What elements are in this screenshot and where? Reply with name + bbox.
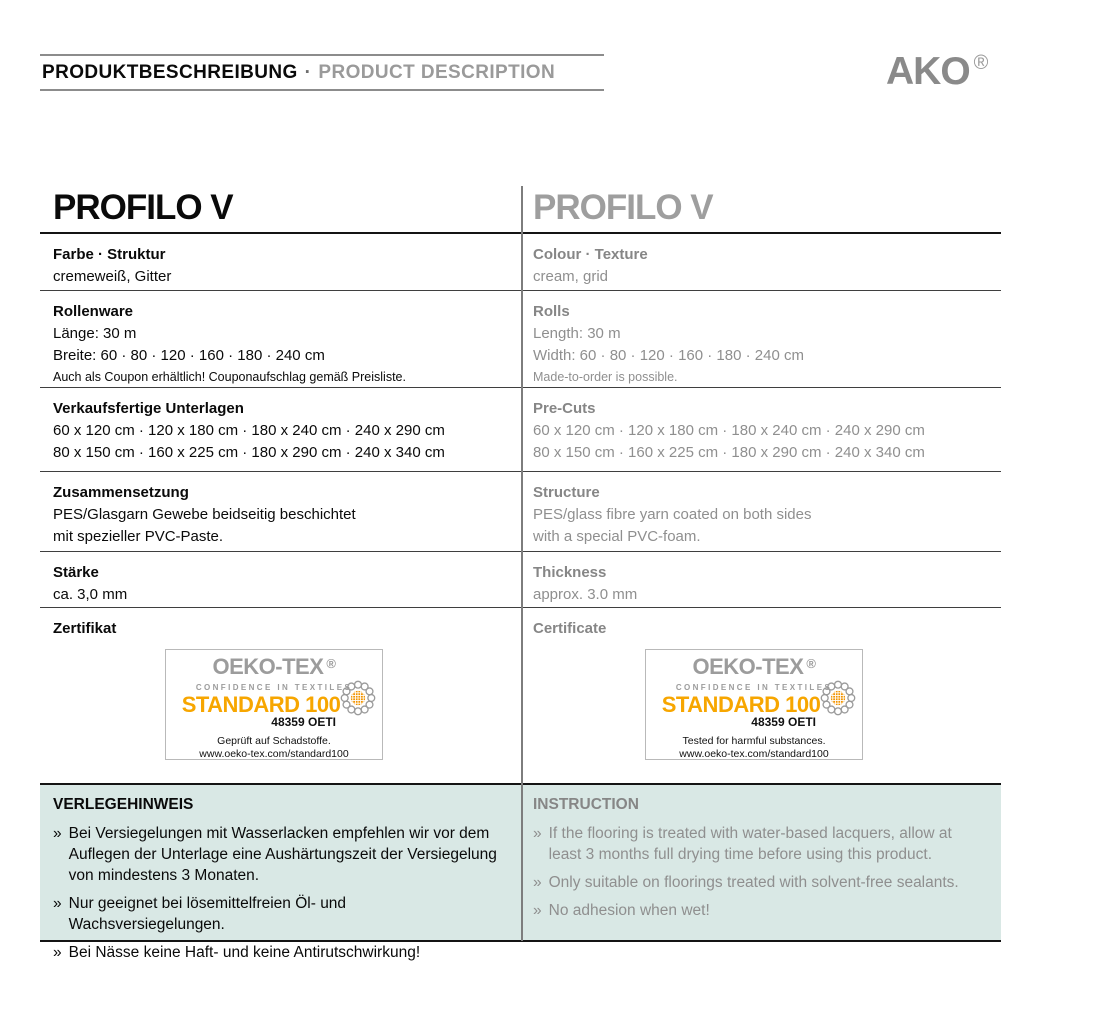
ako-logo	[886, 50, 988, 94]
row-heading-en: Pre-Cuts	[533, 400, 596, 417]
instruction-bullet: » No adhesion when wet!	[533, 902, 710, 919]
row-heading-en: Certificate	[533, 620, 607, 637]
oeko-tex-standard: STANDARD 100	[661, 692, 821, 717]
oeko-tex-confidence: CONFIDENCE IN TEXTILES	[195, 683, 353, 692]
instruction-heading-de: VERLEGEHINWEIS	[53, 796, 194, 813]
row-value-en: Length: 30 m	[533, 325, 621, 342]
bullet-glyph: »	[53, 895, 62, 912]
oeko-tex-label-en	[645, 649, 863, 760]
oeko-tex-brand: OEKO-TEX ®	[212, 654, 336, 679]
row-heading-de: Rollenware	[53, 303, 134, 320]
row-heading-de: Verkaufsfertige Unterlagen	[53, 400, 244, 417]
registered-trademark-icon: ®	[973, 52, 989, 74]
row-value-de: cremeweiß, Gitter	[53, 268, 172, 285]
page-title-de: PRODUKTBESCHREIBUNG	[42, 62, 298, 83]
title-separator-dot: ·	[304, 62, 312, 83]
instruction-bullet: » Bei Nässe keine Haft- und keine Antirutschwirkung!	[53, 944, 421, 961]
bullet-glyph: »	[53, 825, 62, 842]
row-value-en: cream, grid	[533, 268, 609, 285]
product-title-en: PROFILO V	[533, 188, 713, 227]
row-value-en: PES/glass fibre yarn coated on both sides	[533, 506, 812, 523]
instruction-bullet: » Bei Versiegelungen mit Wasserlacken empfehlen wir vor dem Auflegen der Unterlage eine Aushärtungszeit der Versiegelung von mindestens 3 Monaten.	[53, 825, 497, 884]
bullet-glyph: »	[53, 944, 62, 961]
row-heading-en: Rolls	[533, 303, 570, 320]
instruction-bullet: » If the flooring is treated with water-based lacquers, allow at least 3 months full drying time before using this product.	[533, 825, 952, 863]
registered-trademark-icon: ®	[806, 656, 816, 671]
row-value-de: 80 x 150 cm · 160 x 225 cm · 180 x 290 cm · 240 x 340 cm	[53, 444, 445, 461]
page-title-en: PRODUCT DESCRIPTION	[318, 62, 556, 83]
row-value-de: Länge: 30 m	[53, 325, 137, 342]
oeko-tex-confidence: CONFIDENCE IN TEXTILES	[675, 683, 833, 692]
row-value-de: 60 x 120 cm · 120 x 180 cm · 180 x 240 cm · 240 x 290 cm	[53, 422, 445, 439]
row-heading-de: Farbe · Struktur	[53, 246, 166, 263]
instruction-heading-en: INSTRUCTION	[533, 796, 639, 813]
oeko-tex-brand: OEKO-TEX ®	[692, 654, 816, 679]
row-heading-en: Structure	[533, 484, 600, 501]
instruction-bullet: » Only suitable on floorings treated with solvent-free sealants.	[533, 874, 959, 891]
oeko-tex-url: www.oeko-tex.com/standard100	[679, 748, 829, 760]
column-divider	[521, 186, 523, 941]
row-value-de: PES/Glasgarn Gewebe beidseitig beschichtet	[53, 506, 356, 523]
oeko-tex-standard: STANDARD 100	[181, 692, 341, 717]
page-header	[40, 54, 604, 91]
row-value-en: with a special PVC-foam.	[533, 528, 701, 545]
tested-statement: Geprüft auf Schadstoffe.	[217, 735, 331, 747]
instruction-en	[521, 785, 1001, 963]
row-value-de: mit spezieller PVC-Paste.	[53, 528, 224, 545]
row-heading-en: Colour · Texture	[533, 246, 648, 263]
row-note-en: Made-to-order is possible.	[533, 370, 678, 384]
tested-statement: Tested for harmful substances.	[682, 735, 826, 747]
oeko-tex-flower-icon	[339, 679, 377, 717]
row-value-en: 60 x 120 cm · 120 x 180 cm · 180 x 240 cm · 240 x 290 cm	[533, 422, 925, 439]
instruction-de	[40, 785, 521, 963]
row-heading-de: Zusammensetzung	[53, 484, 189, 501]
bullet-glyph: »	[533, 874, 542, 891]
bullet-glyph: »	[533, 902, 542, 919]
registered-trademark-icon: ®	[326, 656, 336, 671]
row-value-de: ca. 3,0 mm	[53, 586, 128, 603]
row-note-de: Auch als Coupon erhältlich! Couponaufschlag gemäß Preisliste.	[53, 370, 406, 384]
instruction-bullet: » Nur geeignet bei lösemittelfreien Öl- und Wachsversiegelungen.	[53, 895, 347, 933]
oeko-tex-url: www.oeko-tex.com/standard100	[199, 748, 349, 760]
row-value-de: Breite: 60 · 80 · 120 · 160 · 180 · 240 cm	[53, 347, 325, 364]
certificate-number: 48359 OETI	[271, 715, 336, 729]
oeko-tex-flower-icon	[819, 679, 857, 717]
spec-table	[40, 186, 1001, 780]
row-value-en: Width: 60 · 80 · 120 · 160 · 180 · 240 cm	[533, 347, 804, 364]
row-heading-de: Stärke	[53, 564, 99, 581]
oeko-tex-label-de	[165, 649, 383, 760]
row-value-en: 80 x 150 cm · 160 x 225 cm · 180 x 290 cm · 240 x 340 cm	[533, 444, 925, 461]
ako-logo-text: AKO	[886, 50, 970, 93]
row-value-en: approx. 3.0 mm	[533, 586, 638, 603]
row-heading-en: Thickness	[533, 564, 607, 581]
row-heading-de: Zertifikat	[53, 620, 117, 637]
product-title-de: PROFILO V	[53, 188, 233, 227]
bullet-glyph: »	[533, 825, 542, 842]
certificate-number: 48359 OETI	[751, 715, 816, 729]
